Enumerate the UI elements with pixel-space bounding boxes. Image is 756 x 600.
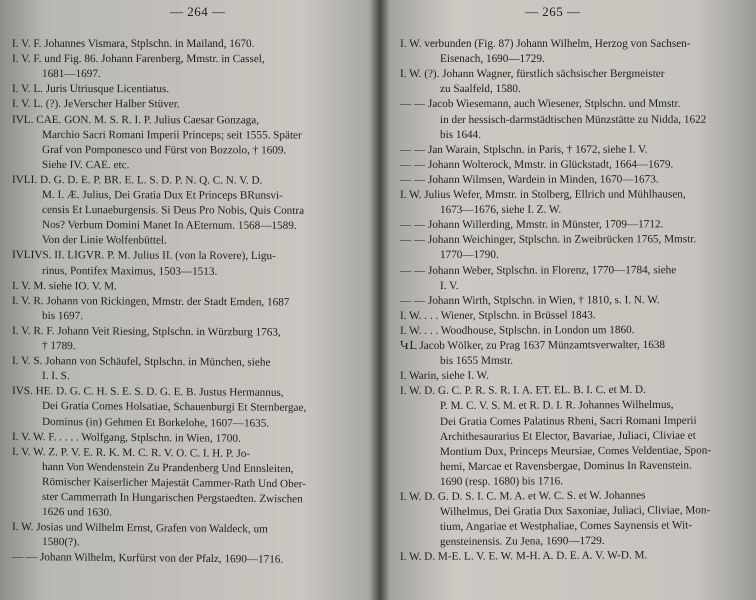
text-line: I. V. L. Juris Utriusque Licentiatus. [11,83,170,96]
text-line: — — Jacob Wiesemann, auch Wiesener, Stplschn. und Mmstr. [399,98,681,111]
text-line: Marchio Sacri Romani Imperii Princeps; seit 1555. Später [41,128,302,142]
text-line: I. V. F. Johannes Vismara, Stplschn. in Mailand, 1670. [12,38,255,50]
text-line: ԿԼ Jacob Wölker, zu Prag 1637 Münzamtsverwalter, 1638 [399,338,666,352]
text-line: bis 1655 Mmstr. [439,354,514,368]
text-line: I. W. D. G. D. S. I. C. M. A. et W. C. S. et W. Johannes [399,489,646,503]
text-line: Wilhelmus, Dei Gratia Dux Saxoniae, Juliaci, Cliviae, Mon- [439,504,711,519]
text-line: in der hessisch-darmstädtischen Münzstätte zu Nidda, 1622 [439,113,707,126]
text-line: Eisenach, 1690—1729. [439,53,545,66]
text-line: Römischer Kaiserlicher Majestät Cammer-Rath Und Ober- [41,475,306,491]
page-number-left: — 264 — [170,4,226,19]
text-line: I. W. D. G. C. P. R. S. R. I. A. ET. EL. B. I. C. et M. D. [399,384,646,398]
text-line: Archithesaurarius Et Elector, Bavariae, Juliaci, Cliviae et [439,429,696,443]
text-line: Graf von Pomponesco und Fürst von Bozzolo, † 1609. [41,143,287,157]
text-line: 1626 und 1630. [41,506,112,519]
left-page [0,0,377,600]
text-line: I. W. . . . Woodhouse, Stplschn. in London um 1860. [399,324,635,337]
text-line: P. M. C. V. S. M. et R. D. I. R. Johannes Wilhelmus, [439,399,674,413]
text-line: — — Johann Willerding, Mmstr. in Münster, 1709—1712. [399,218,664,232]
text-line: I. V. F. und Fig. 86. Johann Farenberg, Mmstr. in Cassel, [11,53,265,66]
text-line: 1673—1676, siehe I. Z. W. [439,203,562,217]
text-line: Nos? Verbum Domini Manet In AEternum. 1568—1589. [41,219,297,233]
text-line: — — Johann Wolterock, Mmstr. in Glückstadt, 1664—1679. [399,158,674,171]
text-line: Dei Gratia Comes Palatinus Rheni, Sacri Romani Imperii [439,414,697,428]
text-line: hann Von Wendenstein Zu Prandenberg Und Ennsleiten, [41,460,294,475]
text-line: bis 1644. [439,128,482,141]
text-line: I. W. Josias und Wilhelm Ernst, Grafen von Waldeck, um [11,521,268,536]
text-line: 1580(?). [41,536,80,549]
text-line: I. V. W. Z. P. V. E. R. K. M. C. R. V. O. C. I. H. P. Jo- [11,445,251,460]
text-line: 1690 (resp. 1680) bis 1716. [439,475,564,488]
text-line: 1681—1697. [41,68,101,81]
text-line: rinus, Pontifex Maximus, 1503—1513. [41,264,218,278]
text-line: I. V. S. Johann von Schäufel, Stplschn. in München, siehe [11,355,271,369]
text-line: IVLIVS. II. LIGVR. P. M. Julius II. (von la Rovere), Ligu- [11,249,276,263]
text-line: tium, Angariae et Westphaliae, Comes Saynensis et Wit- [439,519,693,534]
text-line: ster Cammerrath In Hungarischen Pergstaedten. Zwischen [41,491,303,506]
text-line: I. W. D. M-E. L. V. E. W. M-H. A. D. E. A. V. W-D. M. [399,549,648,564]
text-line: I. I. S. [41,370,70,383]
text-line: I. V. [439,279,459,292]
text-line: IVLI. D. G. D. E. P. BR. E. L. S. D. P. N. Q. C. N. V. D. [11,173,263,187]
text-line: — — Jan Warain, Stplschn. in Paris, † 1672, siehe I. V. [399,143,648,156]
text-line: censis Et Lunaeburgensis. Si Deus Pro Nobis, Quis Contra [41,204,305,217]
text-line: — — Johann Wirth, Stplschn. in Wien, † 1810, s. I. N. W. [399,293,660,307]
text-line: — — Johann Wilmsen, Wardein in Minden, 1670—1673. [399,173,659,186]
text-line: — — Johann Wilhelm, Kurfürst von der Pfalz, 1690—1716. [11,551,284,567]
left-page-text [0,0,377,600]
text-line: gensteinensis. Zu Jena, 1690—1729. [439,535,605,549]
text-line: I. V. R. Johann von Rickingen, Mmstr. der Stadt Emden, 1687 [11,294,290,309]
text-line: † 1789. [41,340,76,353]
text-line: zu Saalfeld, 1580. [439,83,521,96]
text-line: I. W. Julius Wefer, Mmstr. in Stolberg, Ellrich und Mühlhausen, [399,188,686,201]
text-line: — — Johann Weber, Stplschn. in Florenz, 1770—1784, siehe [399,263,677,277]
text-line: Von der Linie Wolfenbüttel. [41,234,167,247]
text-line: I. W. (?). Johann Wagner, fürstlich sächsischer Bergmeister [399,68,665,81]
page-number-right: — 265 — [525,4,581,19]
text-line: — — Johann Weichinger, Stplschn. in Zweibrücken 1765, Mmstr. [399,233,697,247]
text-line: Dominus (in) Gehmen Et Borkelohe, 1607—1635. [41,415,270,430]
text-line: I. V. W. F. . . . . Wolfgang, Stplschn. in Wien, 1700. [11,430,241,445]
text-line: IVS. HE. D. G. C. H. S. E. S. D. G. E. B. Justus Hermannus, [11,385,284,400]
text-line: hemi, Marcae et Ravensbergae, Dominus In Ravenstein. [439,459,692,473]
text-line: I. V. L. (?). JeVerscher Halber Stüver. [11,98,180,111]
right-page-text [380,0,756,600]
text-line: I. V. R. F. Johann Veit Riesing, Stplschn. in Würzburg 1763, [11,324,281,339]
text-line: Montium Dux, Princeps Meursiae, Comes Veldentiae, Spon- [439,444,712,458]
text-line: 1770—1790. [439,249,499,262]
text-line: I. V. M. siehe IO. V. M. [11,279,117,293]
text-line: Dei Gratia Comes Holsatiae, Schauenburgi Et Sternbergae, [41,400,307,415]
text-line: I. Warin, siehe I. W. [399,369,490,383]
right-page [380,0,756,600]
text-line: M. I. Æ. Julius, Dei Gratia Dux Et Princeps BRunsvi- [41,189,283,202]
text-line: I. W. verbunden (Fig. 87) Johann Wilhelm, Herzog von Sachsen- [400,38,691,50]
text-line: I. W. . . . Wiener, Stplschn. in Brüssel 1843. [399,309,596,322]
text-line: bis 1697. [41,309,84,323]
text-line: Siehe IV. CAE. etc. [41,158,130,172]
text-line: IVL. CAE. GON. M. S. R. I. P. Julius Caesar Gonzaga, [11,113,260,126]
